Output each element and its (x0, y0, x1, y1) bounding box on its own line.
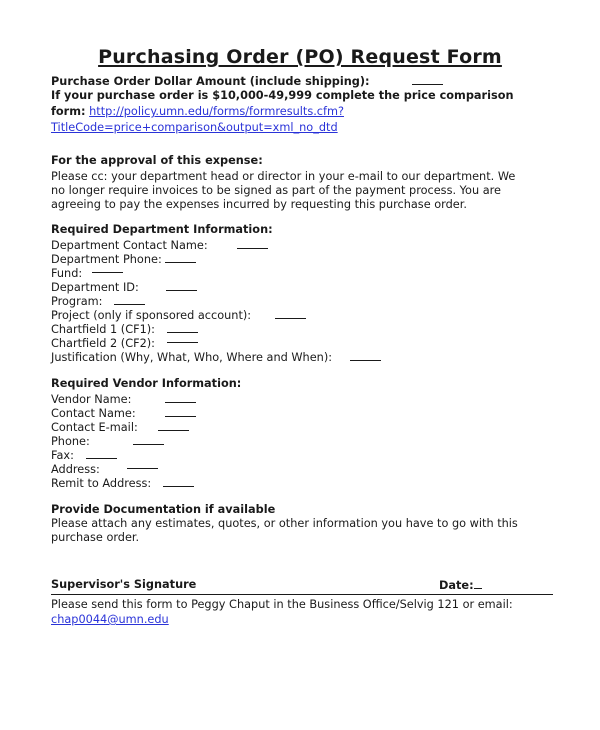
price-comparison-link-continued[interactable]: TitleCode=price+comparison&output=xml_no_dtd (51, 121, 338, 134)
field-label: Department Contact Name: (51, 239, 208, 252)
field-label: Chartfield 1 (CF1): (51, 323, 155, 336)
title-text: Purchasing Order (PO) Request Form (98, 46, 502, 68)
field-label: Chartfield 2 (CF2): (51, 337, 155, 350)
field-label: Justification (Why, What, Who, Where and When): (51, 351, 333, 364)
documentation-text-line: purchase order. (51, 531, 140, 544)
field-label: Phone: (51, 435, 90, 448)
department-heading: Required Department Information: (51, 223, 273, 236)
field-label: Address: (51, 463, 100, 476)
form-link-row-2 (51, 121, 338, 135)
email-row (51, 613, 169, 627)
vendor-heading: Required Vendor Information: (51, 377, 242, 390)
contact-name-field[interactable] (165, 405, 196, 417)
field-label: Contact Name: (51, 407, 136, 420)
department-field-row (51, 349, 381, 365)
fund-field[interactable] (92, 261, 123, 273)
vendor-phone-field[interactable] (133, 433, 164, 445)
documentation-text-line: Please attach any estimates, quotes, or other information you have to go with this (51, 517, 518, 530)
date-field[interactable] (474, 578, 482, 589)
approval-text-line: agreeing to pay the expenses incurred by requesting this purchase order. (51, 198, 467, 211)
dollar-amount-field[interactable] (412, 73, 443, 85)
fax-field[interactable] (86, 447, 117, 459)
dollar-amount-label: Purchase Order Dollar Amount (include shipping): (51, 75, 370, 88)
signature-row[interactable] (51, 578, 553, 595)
supervisor-signature-label: Supervisor's Signature (51, 578, 197, 591)
field-label: Department Phone: (51, 253, 162, 266)
field-label: Program: (51, 295, 103, 308)
field-label: Project (only if sponsored account): (51, 309, 252, 322)
chartfield-2-field[interactable] (167, 331, 198, 343)
form-label: form: (51, 105, 86, 118)
approval-text-line: Please cc: your department head or director in your e-mail to our department. We (51, 170, 516, 183)
form-link-row (51, 105, 344, 119)
approval-text-line: no longer require invoices to be signed as part of the payment process. You are (51, 184, 501, 197)
field-label: Remit to Address: (51, 477, 152, 490)
department-phone-field[interactable] (165, 251, 196, 263)
vendor-field-row (51, 475, 194, 491)
page-title (0, 46, 600, 68)
field-label: Fund: (51, 267, 83, 280)
contact-email-field[interactable] (158, 419, 189, 431)
program-field[interactable] (114, 293, 145, 305)
project-field[interactable] (275, 307, 306, 319)
field-label: Department ID: (51, 281, 139, 294)
documentation-heading: Provide Documentation if available (51, 503, 276, 516)
address-field[interactable] (127, 457, 158, 469)
field-label: Contact E-mail: (51, 421, 138, 434)
justification-field[interactable] (350, 349, 381, 361)
dollar-amount-row (51, 73, 443, 89)
send-instructions: Please send this form to Peggy Chaput in the Business Office/Selvig 121 or email: (51, 598, 513, 611)
department-contact-name-field[interactable] (237, 237, 268, 249)
field-label: Fax: (51, 449, 74, 462)
date-label: Date: (439, 578, 482, 592)
email-link[interactable]: chap0044@umn.edu (51, 613, 169, 626)
field-label: Vendor Name: (51, 393, 132, 406)
price-comparison-text: If your purchase order is $10,000-49,999 complete the price comparison (51, 89, 514, 102)
remit-address-field[interactable] (163, 475, 194, 487)
department-id-field[interactable] (166, 279, 197, 291)
price-comparison-link[interactable]: http://policy.umn.edu/forms/formresults.cfm? (89, 105, 344, 118)
vendor-name-field[interactable] (165, 391, 196, 403)
approval-heading: For the approval of this expense: (51, 154, 263, 167)
